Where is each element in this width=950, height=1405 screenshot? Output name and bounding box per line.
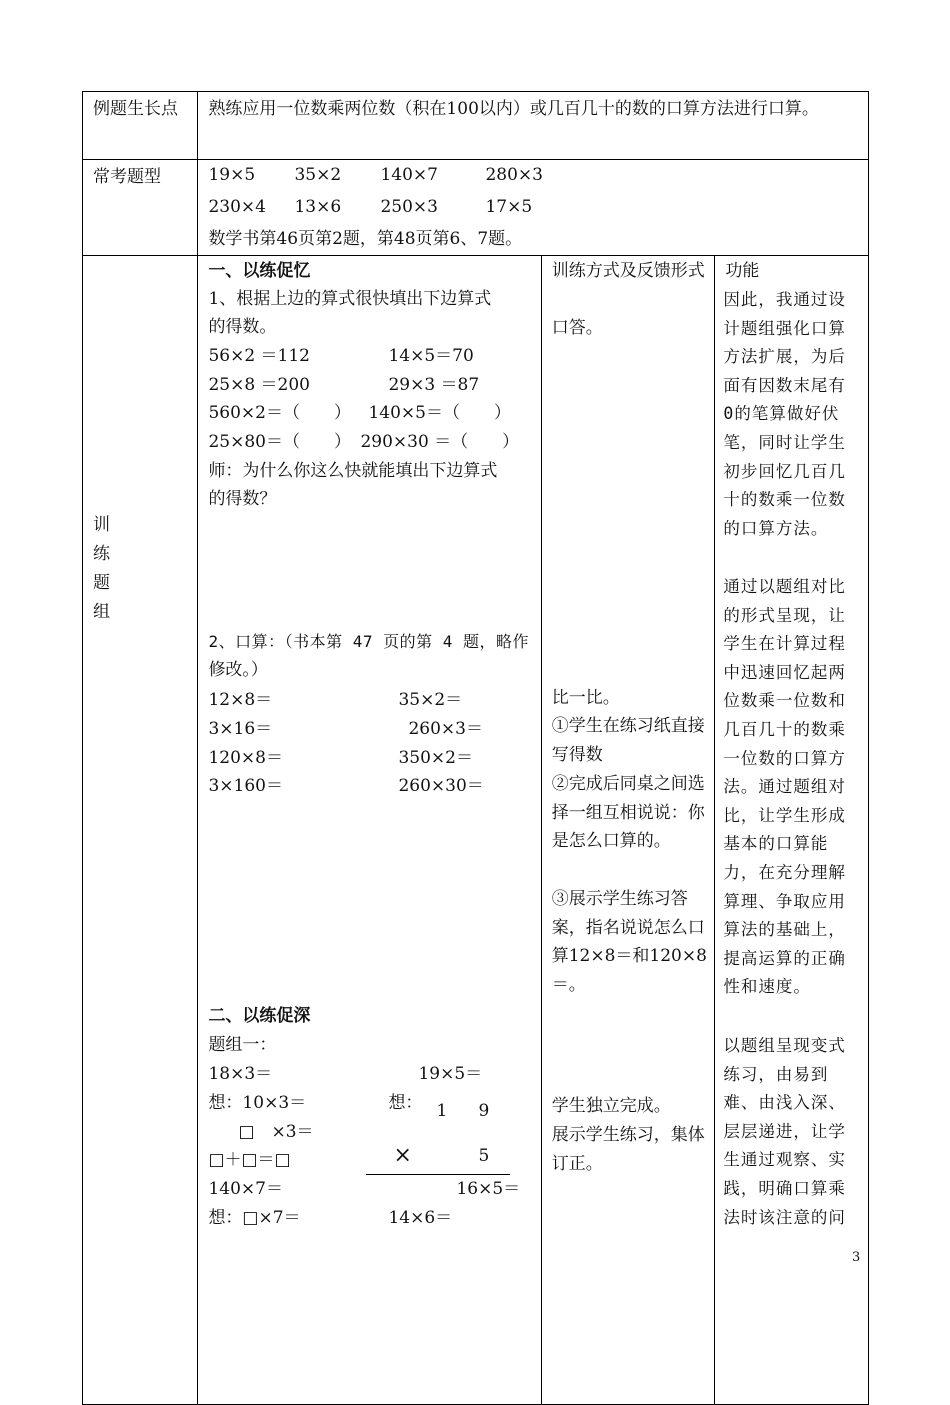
question-item: 280×3 bbox=[485, 165, 543, 185]
question-item: 19×5 bbox=[208, 165, 256, 185]
equation: 想：10×3＝ bbox=[208, 1093, 307, 1113]
question-item: 230×4 bbox=[208, 197, 266, 217]
vertical-calc-digit: 9 bbox=[478, 1101, 490, 1121]
function-text-a bbox=[715, 286, 846, 543]
table-row-training bbox=[83, 256, 869, 1405]
function-line: 性和速度。 bbox=[723, 977, 811, 997]
equation: 14×5＝70 bbox=[388, 346, 474, 366]
vertical-calc-digit: 5 bbox=[478, 1146, 490, 1166]
function-text-c bbox=[715, 1032, 846, 1232]
equation: 16×5＝ bbox=[456, 1179, 521, 1199]
label-char: 训 bbox=[93, 515, 110, 535]
equation: 290×30 ＝（ ） bbox=[360, 432, 520, 452]
function-line: 一位数的口算方 bbox=[723, 748, 846, 768]
function-line: 的口算方法。 bbox=[723, 518, 829, 538]
function-line: 位数乘一位数和 bbox=[723, 691, 846, 711]
function-line: 初步回忆几百几 bbox=[723, 461, 846, 481]
method-head: 训练方式及反馈形式 bbox=[551, 261, 705, 281]
function-line: 0的笔算做好伏 bbox=[723, 404, 840, 424]
function-line: 面有因数末尾有 bbox=[723, 375, 846, 395]
question-text: 修改。） bbox=[208, 660, 268, 680]
label-char: 组 bbox=[93, 602, 110, 622]
function-line: 践，明确口算乘 bbox=[723, 1178, 846, 1198]
function-line: 中迅速回忆起两 bbox=[723, 662, 846, 682]
page-number: 3 bbox=[852, 1250, 861, 1265]
equation: 3×160＝ bbox=[208, 776, 283, 796]
function-line: 基本的口算能 bbox=[723, 834, 829, 854]
equation: 18×3＝ bbox=[208, 1064, 273, 1084]
equation: □＋□＝□ bbox=[208, 1150, 291, 1170]
method-text: ①学生在练习纸直接写得数 bbox=[551, 716, 705, 765]
function-line: 通过以题组对比 bbox=[723, 577, 846, 596]
equation: 35×2＝ bbox=[398, 690, 463, 710]
example-point-text: 熟练应用一位数乘两位数（积在100以内）或几百几十的数的口算方法进行口算。 bbox=[208, 99, 819, 119]
method-text: 学生独立完成。 bbox=[551, 1096, 671, 1116]
method-cell bbox=[541, 256, 715, 1405]
function-line: 生通过观察、实 bbox=[723, 1150, 846, 1170]
table-row-common-questions bbox=[83, 160, 869, 256]
function-line: 练习，由易到 bbox=[723, 1064, 829, 1084]
function-head: 功能 bbox=[725, 261, 760, 281]
teacher-question: 的得数？ bbox=[208, 489, 277, 509]
function-line: 计题组强化口算 bbox=[723, 318, 846, 338]
function-line: 法时该注意的问 bbox=[723, 1207, 846, 1227]
content-cell bbox=[198, 160, 869, 256]
function-line: 以题组呈现变式 bbox=[723, 1036, 846, 1055]
question-item: 13×6 bbox=[294, 197, 342, 217]
function-line: 提高运算的正确 bbox=[723, 948, 846, 968]
equation: 56×2 ＝112 bbox=[208, 346, 310, 366]
function-line: 算法的基础上， bbox=[723, 920, 846, 940]
section-title: 一、以练促忆 bbox=[208, 261, 311, 281]
equation: 120×8＝ bbox=[208, 748, 283, 768]
equation: 14×6＝ bbox=[388, 1208, 453, 1228]
equation: 25×80＝（ ） bbox=[208, 432, 351, 452]
question-text: 1、根据上边的算式很快填出下边算式 bbox=[208, 289, 492, 309]
method-text: 比一比。 bbox=[551, 688, 620, 708]
content-cell bbox=[198, 92, 869, 160]
equation: 260×30＝ bbox=[398, 776, 484, 796]
equation: 想： bbox=[388, 1093, 423, 1113]
question-item: 250×3 bbox=[380, 197, 438, 217]
function-line: 十的数乘一位数 bbox=[723, 490, 846, 510]
vertical-calc-line bbox=[366, 1174, 510, 1175]
function-line: 法。通过题组对 bbox=[723, 777, 846, 797]
label-char: 练 bbox=[93, 544, 110, 564]
textbook-reference: 数学书第46页第2题，第48页第6、7题。 bbox=[208, 229, 523, 249]
equation: 140×5＝（ ） bbox=[368, 403, 511, 423]
vertical-calc-digit: 1 bbox=[436, 1101, 448, 1121]
equation: 25×8 ＝200 bbox=[208, 375, 310, 395]
row-label-common-questions: 常考题型 bbox=[93, 167, 161, 187]
method-text: ③展示学生练习答案，指名说说怎么口算12×8＝和120×8＝。 bbox=[551, 889, 707, 995]
equation: 想：□×7＝ bbox=[208, 1208, 301, 1228]
teacher-question: 师：为什么你这么快就能填出下边算式 bbox=[208, 461, 498, 481]
label-cell bbox=[83, 92, 198, 160]
equation: 12×8＝ bbox=[208, 690, 273, 710]
function-line: 难、由浅入深、 bbox=[723, 1093, 846, 1113]
row-label-training bbox=[93, 511, 113, 627]
method-text: 展示学生练习，集体订正。 bbox=[551, 1125, 705, 1174]
function-line: 因此，我通过设 bbox=[723, 290, 846, 309]
equation: 140×7＝ bbox=[208, 1179, 283, 1199]
group-title: 题组一： bbox=[208, 1035, 277, 1055]
function-line: 的形式呈现，让 bbox=[723, 605, 846, 625]
equation: □ ×3＝ bbox=[238, 1122, 314, 1142]
method-text: 口答。 bbox=[551, 318, 603, 338]
question-text: 的得数。 bbox=[208, 317, 277, 337]
times-sign: × bbox=[393, 1143, 412, 1168]
equation: 3×16＝ bbox=[208, 719, 273, 739]
method-text: ②完成后同桌之间选择一组互相说说：你是怎么口算的。 bbox=[551, 774, 705, 852]
function-line: 算理、争取应用 bbox=[723, 891, 846, 911]
row-label-example-point: 例题生长点 bbox=[93, 99, 178, 119]
function-line: 学生在计算过程 bbox=[723, 634, 846, 654]
equation: 560×2＝（ ） bbox=[208, 403, 351, 423]
equation: 29×3 ＝87 bbox=[388, 375, 480, 395]
label-cell bbox=[83, 160, 198, 256]
exercise-cell bbox=[198, 256, 541, 1405]
function-line: 力，在充分理解 bbox=[723, 862, 846, 882]
section-title: 二、以练促深 bbox=[208, 1006, 311, 1026]
table-row-example-point bbox=[83, 92, 869, 160]
function-line: 比，让学生形成 bbox=[723, 805, 846, 825]
question-item: 17×5 bbox=[485, 197, 533, 217]
function-line: 几百几十的数乘 bbox=[723, 719, 846, 739]
question-item: 35×2 bbox=[294, 165, 342, 185]
function-text-b bbox=[715, 573, 846, 1002]
label-cell bbox=[83, 256, 198, 1405]
lesson-plan-table bbox=[82, 91, 869, 1405]
equation: 260×3＝ bbox=[408, 719, 483, 739]
function-line: 层层递进，让学 bbox=[723, 1121, 846, 1141]
question-text: 2、口算：（书本第 47 页的第 4 题，略作 bbox=[208, 632, 530, 651]
equation: 19×5＝ bbox=[418, 1064, 483, 1084]
label-char: 题 bbox=[93, 573, 110, 593]
equation: 350×2＝ bbox=[398, 748, 473, 768]
function-line: 笔，同时让学生 bbox=[723, 432, 846, 452]
function-line: 方法扩展，为后 bbox=[723, 347, 846, 367]
question-item: 140×7 bbox=[380, 165, 438, 185]
function-cell bbox=[715, 256, 869, 1405]
